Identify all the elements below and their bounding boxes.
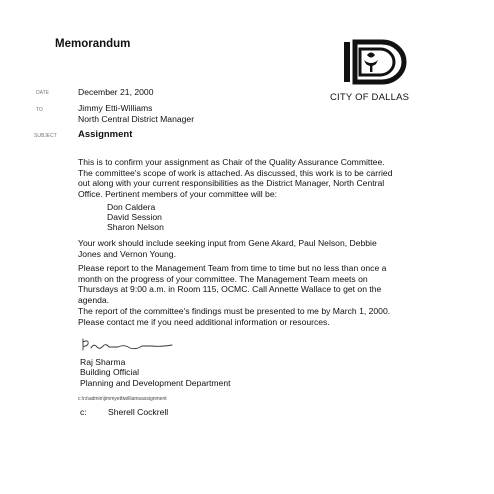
sender-title: Building Official (80, 367, 140, 377)
paragraph-line: Please contact me if you need additional information or resources. (78, 316, 330, 327)
paragraph-line: The committee's scope of work is attached. As discussed, this work is to be carried (78, 167, 393, 178)
paragraph-line: The report of the committee's findings must be presented to me by March 1, 2000. (78, 306, 391, 316)
paragraph-2 (78, 238, 440, 259)
paragraph-line: month on the progress of your committee. The Management Team meets on (78, 273, 368, 284)
committee-members (107, 202, 164, 232)
paragraph-line: Jones and Vernon Young. (78, 248, 176, 259)
paragraph-line: This is to confirm your assignment as Chair of the Quality Assurance Committee. (78, 157, 385, 167)
paragraph-line: Your work should include seeking input from Gene Akard, Paul Nelson, Debbie (78, 238, 377, 248)
cc-name: Sherell Cockrell (108, 407, 169, 417)
file-reference: c:\rs\admin\jimmyettiwilliamsassignment (78, 396, 167, 402)
city-name: CITY OF DALLAS (330, 92, 410, 103)
city-of-dallas-logo (340, 38, 412, 86)
paragraph-line: Thursdays at 9:00 a.m. in Room 115, OCMC. Call Annette Wallace to get on the (78, 284, 382, 294)
paragraph-line: agenda. (78, 294, 110, 305)
handwritten-signature (80, 337, 176, 353)
paragraph-1 (78, 157, 440, 199)
sender-department: Planning and Development Department (80, 378, 231, 388)
subject-marker: SUBJECT (34, 133, 57, 139)
recipient-name: Jimmy Etti-Williams (78, 103, 153, 113)
paragraph-4 (78, 306, 440, 327)
memo-subject: Assignment (78, 129, 133, 140)
sender-name: Raj Sharma (80, 357, 126, 367)
paragraph-line: Office. Pertinent members of your committee will be: (78, 188, 278, 199)
paragraph-3 (78, 263, 440, 305)
to-marker: TO (36, 107, 43, 113)
memo-date: December 21, 2000 (78, 87, 154, 97)
member-name: Don Caldera (107, 202, 156, 212)
member-name: David Session (107, 212, 162, 222)
page-title: Memorandum (55, 38, 131, 50)
date-marker: DATE (36, 90, 49, 96)
paragraph-line: Please report to the Management Team from time to time but no less than once a (78, 263, 387, 273)
cc-label: c: (80, 407, 87, 417)
paragraph-line: out along with your current responsibilities as the District Manager, North Central (78, 178, 385, 188)
recipient-title: North Central District Manager (78, 114, 195, 124)
member-name: Sharon Nelson (107, 222, 164, 232)
